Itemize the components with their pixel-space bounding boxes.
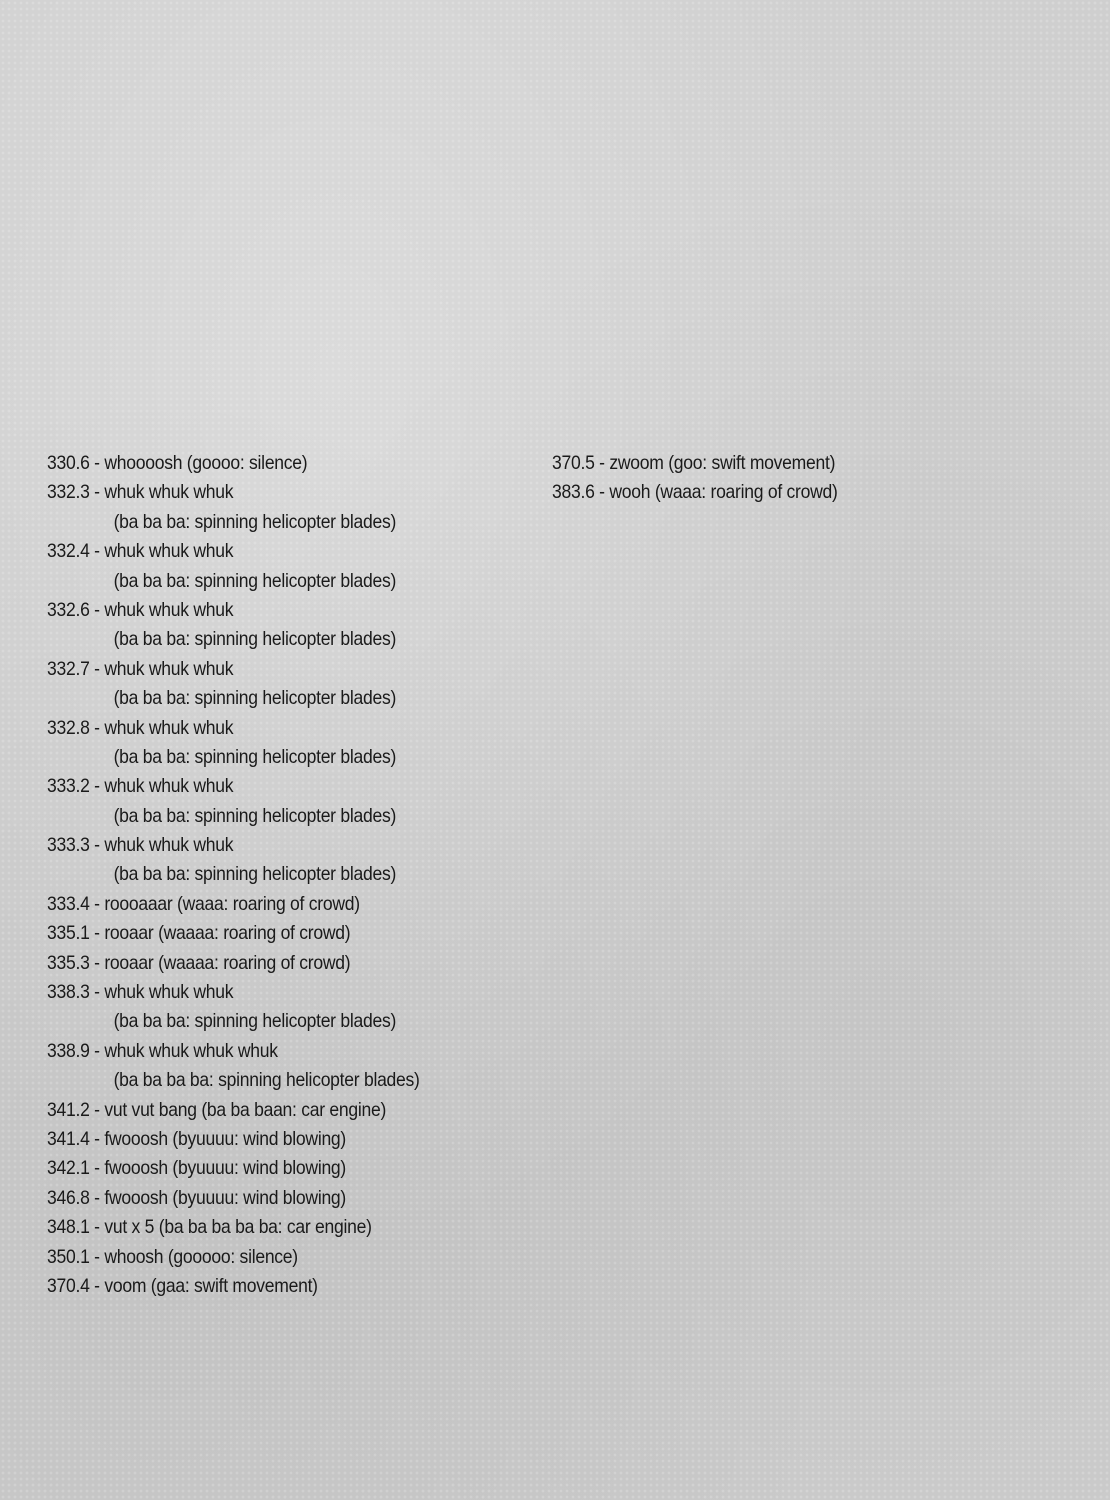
sfx-entry-translation: (ba ba ba: spinning helicopter blades) (113, 745, 397, 768)
sfx-entry (47, 478, 420, 537)
sfx-entry-text: 332.8 - whuk whuk whuk (47, 716, 234, 739)
sfx-entry (47, 596, 420, 655)
sfx-entry-text: 338.3 - whuk whuk whuk (47, 981, 234, 1004)
sfx-entry-text: 350.1 - whoosh (gooooo: silence) (47, 1245, 298, 1268)
sfx-entry-translation: (ba ba ba: spinning helicopter blades) (113, 628, 397, 651)
sfx-entry-text: 332.7 - whuk whuk whuk (47, 657, 234, 680)
sfx-entry (47, 978, 420, 1037)
sfx-entry-translation: (ba ba ba: spinning helicopter blades) (113, 510, 397, 533)
sfx-entry (47, 714, 420, 773)
sfx-entry-text: 342.1 - fwooosh (byuuuu: wind blowing) (47, 1157, 347, 1180)
sfx-entry-text: 370.4 - voom (gaa: swift movement) (47, 1274, 318, 1297)
sfx-entry-translation: (ba ba ba: spinning helicopter blades) (113, 687, 397, 710)
sfx-entry-text: 332.6 - whuk whuk whuk (47, 598, 234, 621)
sfx-entry-text: 332.4 - whuk whuk whuk (47, 540, 234, 563)
sfx-entry-text: 335.3 - rooaar (waaaa: roaring of crowd) (47, 951, 351, 974)
sfx-list-left (47, 449, 461, 1301)
sfx-entry (47, 1096, 420, 1125)
sfx-entry (552, 478, 838, 507)
sfx-entry-translation: (ba ba ba: spinning helicopter blades) (113, 863, 397, 886)
sfx-entry (47, 449, 420, 478)
sfx-entry-text: 346.8 - fwooosh (byuuuu: wind blowing) (47, 1186, 347, 1209)
sfx-entry (47, 890, 420, 919)
sfx-entry-text: 348.1 - vut x 5 (ba ba ba ba ba: car engine) (47, 1216, 372, 1239)
sfx-entry-translation: (ba ba ba: spinning helicopter blades) (113, 1010, 397, 1033)
sfx-entry (47, 1243, 420, 1272)
sfx-entry (47, 1125, 420, 1154)
sfx-entry (47, 1154, 420, 1183)
sfx-entry (47, 1184, 420, 1213)
sfx-entry-text: 335.1 - rooaar (waaaa: roaring of crowd) (47, 922, 351, 945)
sfx-entry-text: 333.3 - whuk whuk whuk (47, 834, 234, 857)
sfx-entry-text: 333.2 - whuk whuk whuk (47, 775, 234, 798)
sfx-entry (47, 949, 420, 978)
sfx-entry-text: 332.3 - whuk whuk whuk (47, 481, 234, 504)
sfx-entry-translation: (ba ba ba ba: spinning helicopter blades) (113, 1069, 420, 1092)
sfx-entry-text: 341.4 - fwooosh (byuuuu: wind blowing) (47, 1127, 347, 1150)
sfx-list-right (552, 449, 869, 508)
sfx-entry (47, 1037, 420, 1096)
sfx-entry (47, 919, 420, 948)
sfx-entry-text: 383.6 - wooh (waaa: roaring of crowd) (552, 481, 838, 504)
sfx-entry-text: 333.4 - roooaaar (waaa: roaring of crowd) (47, 892, 360, 915)
sfx-entry-text: 330.6 - whoooosh (goooo: silence) (47, 452, 308, 474)
sfx-entry (47, 1272, 420, 1301)
sfx-entry-text: 341.2 - vut vut bang (ba ba baan: car engine) (47, 1098, 387, 1121)
sfx-entry-text: 338.9 - whuk whuk whuk whuk (47, 1039, 278, 1062)
sfx-entry (47, 537, 420, 596)
sfx-entry (47, 772, 420, 831)
sfx-entry (47, 1213, 420, 1242)
sfx-entry (47, 831, 420, 890)
sfx-entry-translation: (ba ba ba: spinning helicopter blades) (113, 804, 397, 827)
sfx-entry (47, 655, 420, 714)
sfx-entry-translation: (ba ba ba: spinning helicopter blades) (113, 569, 397, 592)
sfx-entry (552, 449, 838, 478)
sfx-entry-text: 370.5 - zwoom (goo: swift movement) (552, 452, 836, 474)
